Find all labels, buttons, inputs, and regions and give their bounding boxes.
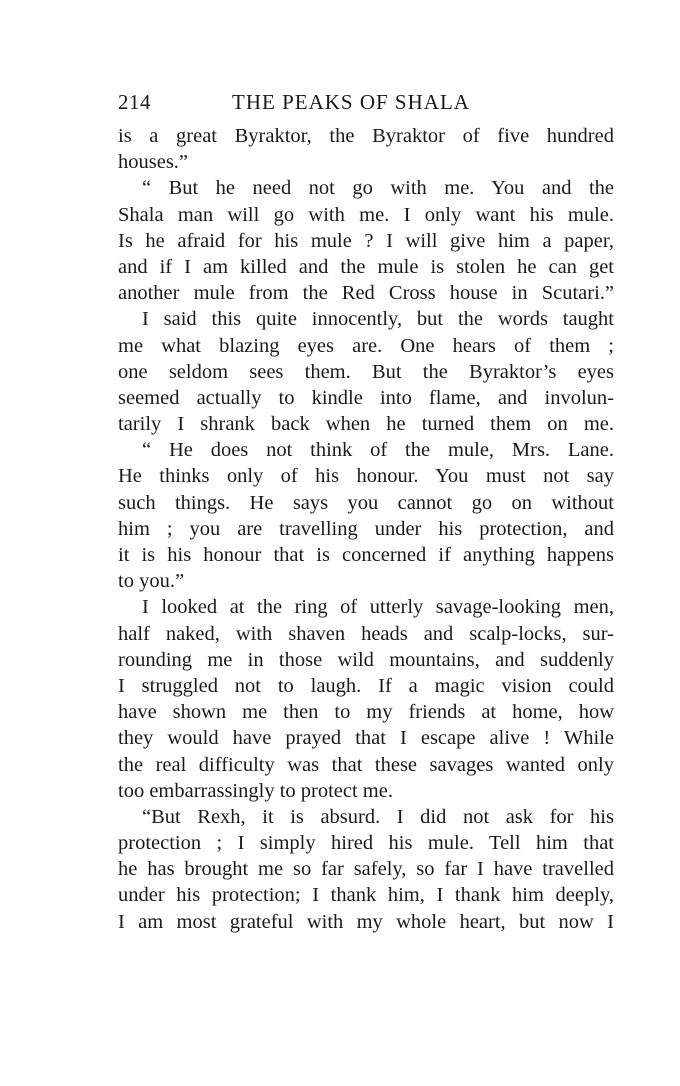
text-line: and if I am killed and the mule is stolen he can get [118,255,614,278]
text-line: seemed actually to kindle into flame, and involun- [118,386,614,409]
text-line: is a great Byraktor, the Byraktor of five hundred [118,125,614,147]
text-line: to you.” [118,570,185,593]
text-line: they would have prayed that I escape alive ! While [118,727,614,750]
text-line: such things. He says you cannot go on without [118,491,614,514]
text-line: “ He does not think of the mule, Mrs. Lane. [142,439,614,462]
text-line: too embarrassingly to protect me. [118,779,393,802]
running-title: THE PEAKS OF SHALA [232,90,470,114]
text-line: one seldom sees them. But the Byraktor’s eyes [118,360,614,383]
text-line: under his protection; I thank him, I thank him deeply, [118,884,614,907]
text-line: houses.” [118,151,189,174]
text-line: protection ; I simply hired his mule. Tell him that [118,832,614,855]
text-line: I struggled not to laugh. If a magic vision could [118,674,614,697]
page-number: 214 [118,90,151,114]
text-line: I said this quite innocently, but the words taught [142,308,614,331]
text-line: he has brought me so far safely, so far I have travelled [118,858,614,881]
text-line: Is he afraid for his mule ? I will give him a paper, [118,229,614,252]
text-line: “ But he need not go with me. You and the [142,177,614,200]
body-text [118,123,614,935]
text-line: him ; you are travelling under his protection, and [118,517,614,540]
text-line: me what blazing eyes are. One hears of them ; [118,334,614,357]
text-line: another mule from the Red Cross house in Scutari.” [118,282,614,305]
text-line: I looked at the ring of utterly savage-looking men, [142,596,614,619]
text-line: “But Rexh, it is absurd. I did not ask for his [142,805,614,828]
text-line: Shala man will go with me. I only want his mule. [118,203,614,226]
text-line: the real difficulty was that these savages wanted only [118,753,614,776]
text-line: tarily I shrank back when he turned them on me. [118,413,614,436]
text-line: rounding me in those wild mountains, and suddenly [118,648,614,671]
running-head [118,90,614,120]
text-line: have shown me then to my friends at home, how [118,701,614,724]
text-line: it is his honour that is concerned if anything happens [118,544,614,566]
text-line: I am most grateful with my whole heart, but now I [118,910,614,933]
text-line: He thinks only of his honour. You must not say [118,465,614,488]
text-line: half naked, with shaven heads and scalp-locks, sur- [118,622,614,645]
